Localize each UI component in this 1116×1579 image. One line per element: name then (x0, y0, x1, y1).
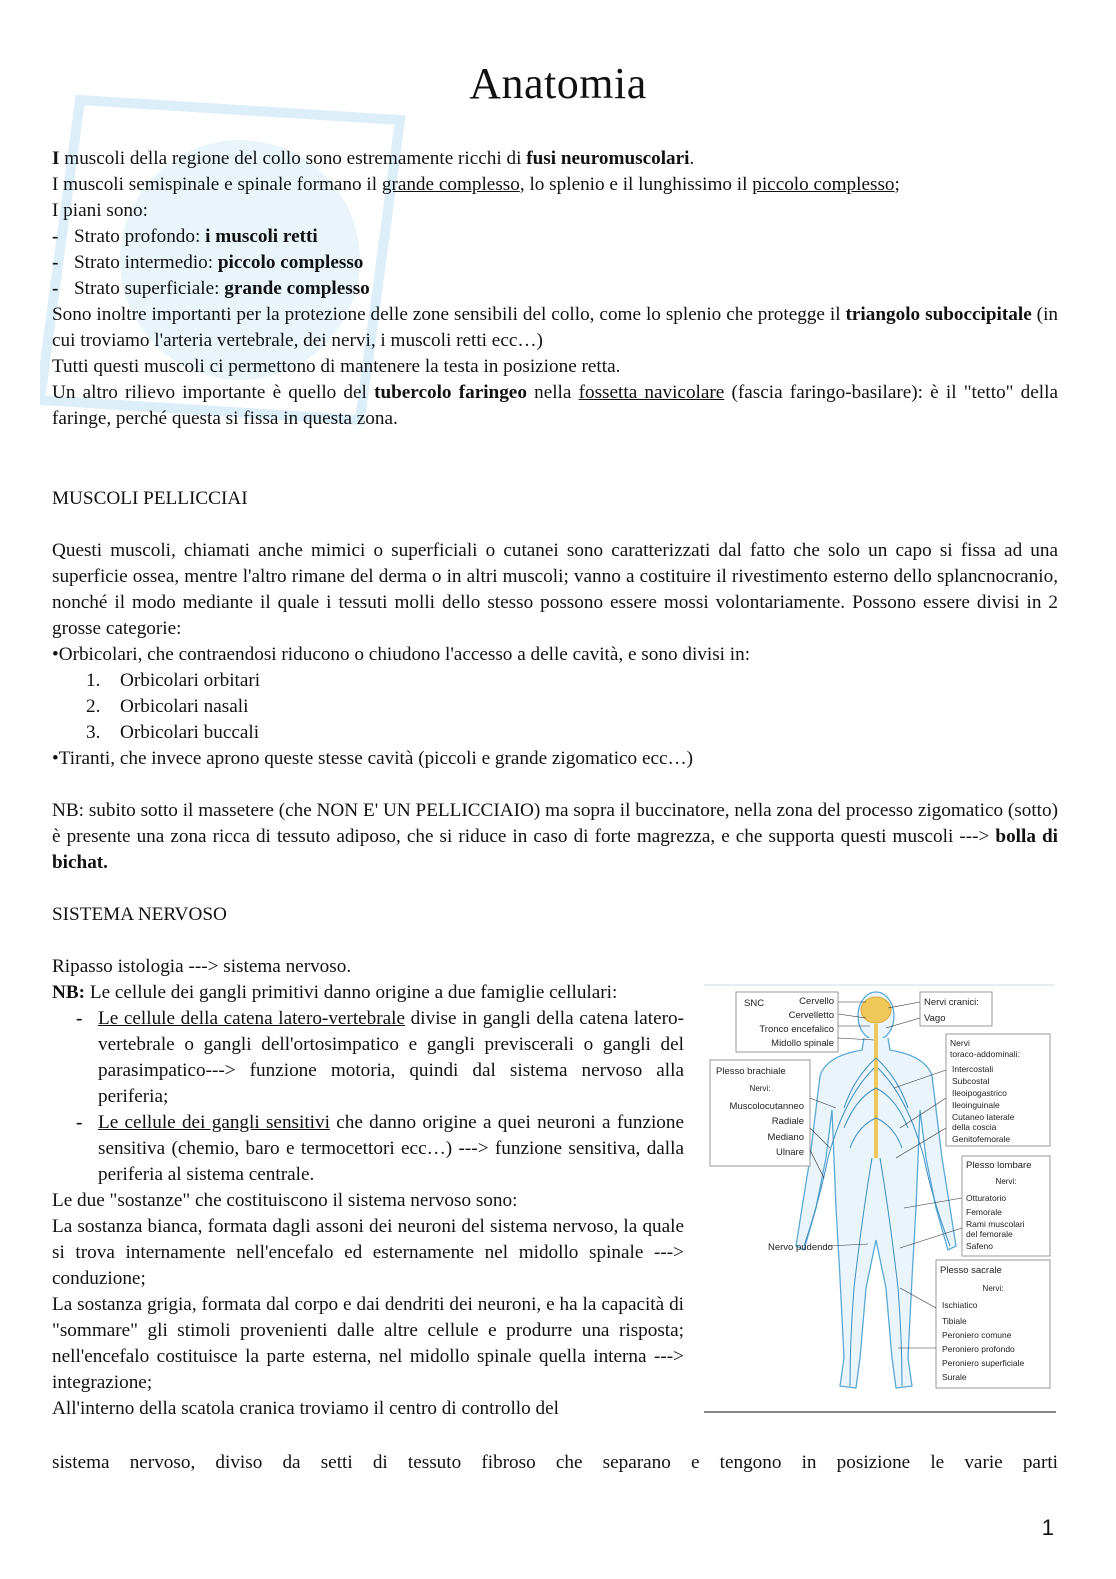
figure-label: del femorale (966, 1229, 1013, 1239)
nervous-system-figure (704, 958, 1058, 1416)
intro-paragraph: Tutti questi muscoli ci permettono di mantenere la testa in posizione retta. (52, 356, 621, 377)
intro-paragraph: Un altro rilievo importante è quello del tubercolo faringeo nella fossetta navicolare (fascia faringo-basilare): è il "tetto" della faringe, perché questa si fissa in questa zona. (52, 382, 1058, 429)
figure-label: Cutaneo laterale (952, 1112, 1015, 1122)
numbered-list (52, 668, 1058, 746)
figure-label: Plesso lombare (966, 1160, 1032, 1171)
figure-label: Ileoipogastrico (952, 1088, 1007, 1098)
figure-label: Ulnare (776, 1147, 804, 1158)
figure-label: Ileoinguinale (952, 1100, 1000, 1110)
figure-label: toraco-addominali: (950, 1049, 1020, 1059)
figure-label: Mediano (767, 1132, 804, 1143)
pellicciai-paragraph: Questi muscoli, chiamati anche mimici o superficiali o cutanei sono caratterizzati dal fatto che solo un capo si fissa ad una superficie ossea, mentre l'altro rimane del derma o in altri muscoli; vanno a costituire il rivestimento esterno dello splancnocranio, nonché il modo mediante il quale i tessuti molli dello stesso possono essere mossi volontariamente. Possono essere divisi in 2 grosse categorie: (52, 540, 1058, 639)
list-item: - Le cellule dei gangli sensitivi che danno origine a quei neuroni a funzione sensitiva (chemio, baro e termocettori ecc…) ---> funzione sensitiva, dalla periferia al sistema centrale. (76, 1112, 684, 1185)
figure-label: Peroniero comune (942, 1330, 1012, 1340)
list-item: - Strato profondo: i muscoli retti (52, 226, 318, 247)
list-item: 3. Orbicolari buccali (86, 722, 260, 743)
figure-label: Peroniero profondo (942, 1344, 1015, 1354)
page-number: 1 (1041, 1515, 1054, 1540)
figure-label: Ischiatico (942, 1300, 978, 1310)
figure-label: Plesso brachiale (716, 1066, 786, 1077)
nervoso-column (52, 954, 684, 1422)
figure-label: Genitofemorale (952, 1134, 1011, 1144)
figure-label: Cervelletto (788, 1010, 834, 1021)
nervoso-last-line: sistema nervoso, diviso da setti di tessuto fibroso che separano e tengono in posizione le varie parti (52, 1452, 1058, 1473)
figure-label: Nervi cranici: (924, 997, 979, 1008)
intro-paragraph: Sono inoltre importanti per la protezione delle zone sensibili del collo, come lo splenio che protegge il triangolo suboccipitale (in cui troviamo l'arteria vertebrale, dei nervi, i muscoli retti ecc…) (52, 304, 1058, 351)
figure-label: Nervi: (749, 1084, 771, 1093)
figure-label: Nervo pudendo (768, 1242, 833, 1253)
page-title: Anatomia (469, 59, 647, 108)
list-item: 2. Orbicolari nasali (86, 696, 249, 717)
list-item: - Strato intermedio: piccolo complesso (52, 252, 364, 273)
figure-label: SNC (744, 998, 765, 1009)
intro-line-1: I muscoli della regione del collo sono estremamente ricchi di fusi neuromuscolari. (52, 148, 695, 169)
figure-label: Tronco encefalico (759, 1024, 834, 1035)
figure-label: Nervi: (995, 1177, 1017, 1186)
nervoso-paragraph: All'interno della scatola cranica troviamo il centro di controllo del (52, 1398, 559, 1419)
figure-label: Cervello (799, 996, 834, 1007)
figure-label: Femorale (966, 1207, 1002, 1217)
list-item: •Orbicolari, che contraendosi riducono o chiudono l'accesso a delle cavità, e sono divisi in: (52, 644, 751, 665)
figure-label: Radiale (771, 1116, 804, 1127)
intro-line-3: I piani sono: (52, 200, 148, 221)
nervoso-paragraph: La sostanza bianca, formata dagli assoni dei neuroni del sistema nervoso, la quale si trova internamente nell'encefalo ed esternamente nel midollo spinale ---> conduzione; (52, 1216, 684, 1289)
nervoso-nb: NB: Le cellule dei gangli primitivi danno origine a due famiglie cellulari: (52, 982, 618, 1003)
figure-label: Rami muscolari (966, 1219, 1025, 1229)
figure-label: Midollo spinale (771, 1038, 834, 1049)
intro-line-2: I muscoli semispinale e spinale formano il grande complesso, lo splenio e il lunghissimo il piccolo complesso; (52, 174, 900, 195)
list-item: - Strato superficiale: grande complesso (52, 278, 370, 299)
figure-label: Nervi (950, 1038, 970, 1048)
figure-label: Intercostali (952, 1064, 994, 1074)
list-item: •Tiranti, che invece aprono queste stesse cavità (piccoli e grande zigomatico ecc…) (52, 748, 694, 769)
nervoso-paragraph: La sostanza grigia, formata dal corpo e dai dendriti dei neuroni, e ha la capacità di "sommare" gli stimoli provenienti dalle altre cellule e produrre una risposta; nell'encefalo costituisce la parte esterna, nel midollo spinale quella interna ---> integrazione; (52, 1294, 684, 1393)
nervoso-paragraph: Le due "sostanze" che costituiscono il sistema nervoso sono: (52, 1190, 518, 1211)
figure-label: Nervi: (982, 1284, 1004, 1293)
figure-label: Muscolocutanneo (729, 1101, 804, 1112)
nervoso-ripasso: Ripasso istologia ---> sistema nervoso. (52, 956, 352, 977)
figure-label: Safeno (966, 1241, 993, 1251)
pellicciai-nb: NB: subito sotto il massetere (che NON E' UN PELLICCIAIO) ma sopra il buccinatore, nella zona del processo zigomatico (sotto) è presente una zona ricca di tessuto adiposo, che si riduce in caso di forte magrezza, e che supporta questi muscoli ---> bolla di bichat. (52, 800, 1058, 873)
brain-shape (861, 997, 891, 1023)
section-heading: MUSCOLI PELLICCIAI (52, 488, 248, 509)
section-heading: SISTEMA NERVOSO (52, 904, 227, 925)
pellicciai-list (52, 642, 1058, 772)
figure-label: Vago (924, 1013, 946, 1024)
figure-label: della coscia (952, 1122, 997, 1132)
figure-label: Plesso sacrale (940, 1265, 1002, 1276)
figure-label: Otturatorio (966, 1193, 1007, 1203)
list-item: - Le cellule della catena latero-vertebrale divise in gangli della catena latero-vertebrale o gangli dell'ortosimpatico e gangli previscerali o gangli del parasimpatico---> funzione motoria, quindi dal sistema nervoso alla periferia; (76, 1008, 685, 1107)
figure-label: Peroniero superficiale (942, 1358, 1025, 1368)
figure-label: Subcostal (952, 1076, 990, 1086)
intro-section (52, 146, 1058, 432)
figure-label: Tibiale (942, 1316, 967, 1326)
figure-label: Surale (942, 1372, 967, 1382)
list-item: 1. Orbicolari orbitari (86, 670, 261, 691)
